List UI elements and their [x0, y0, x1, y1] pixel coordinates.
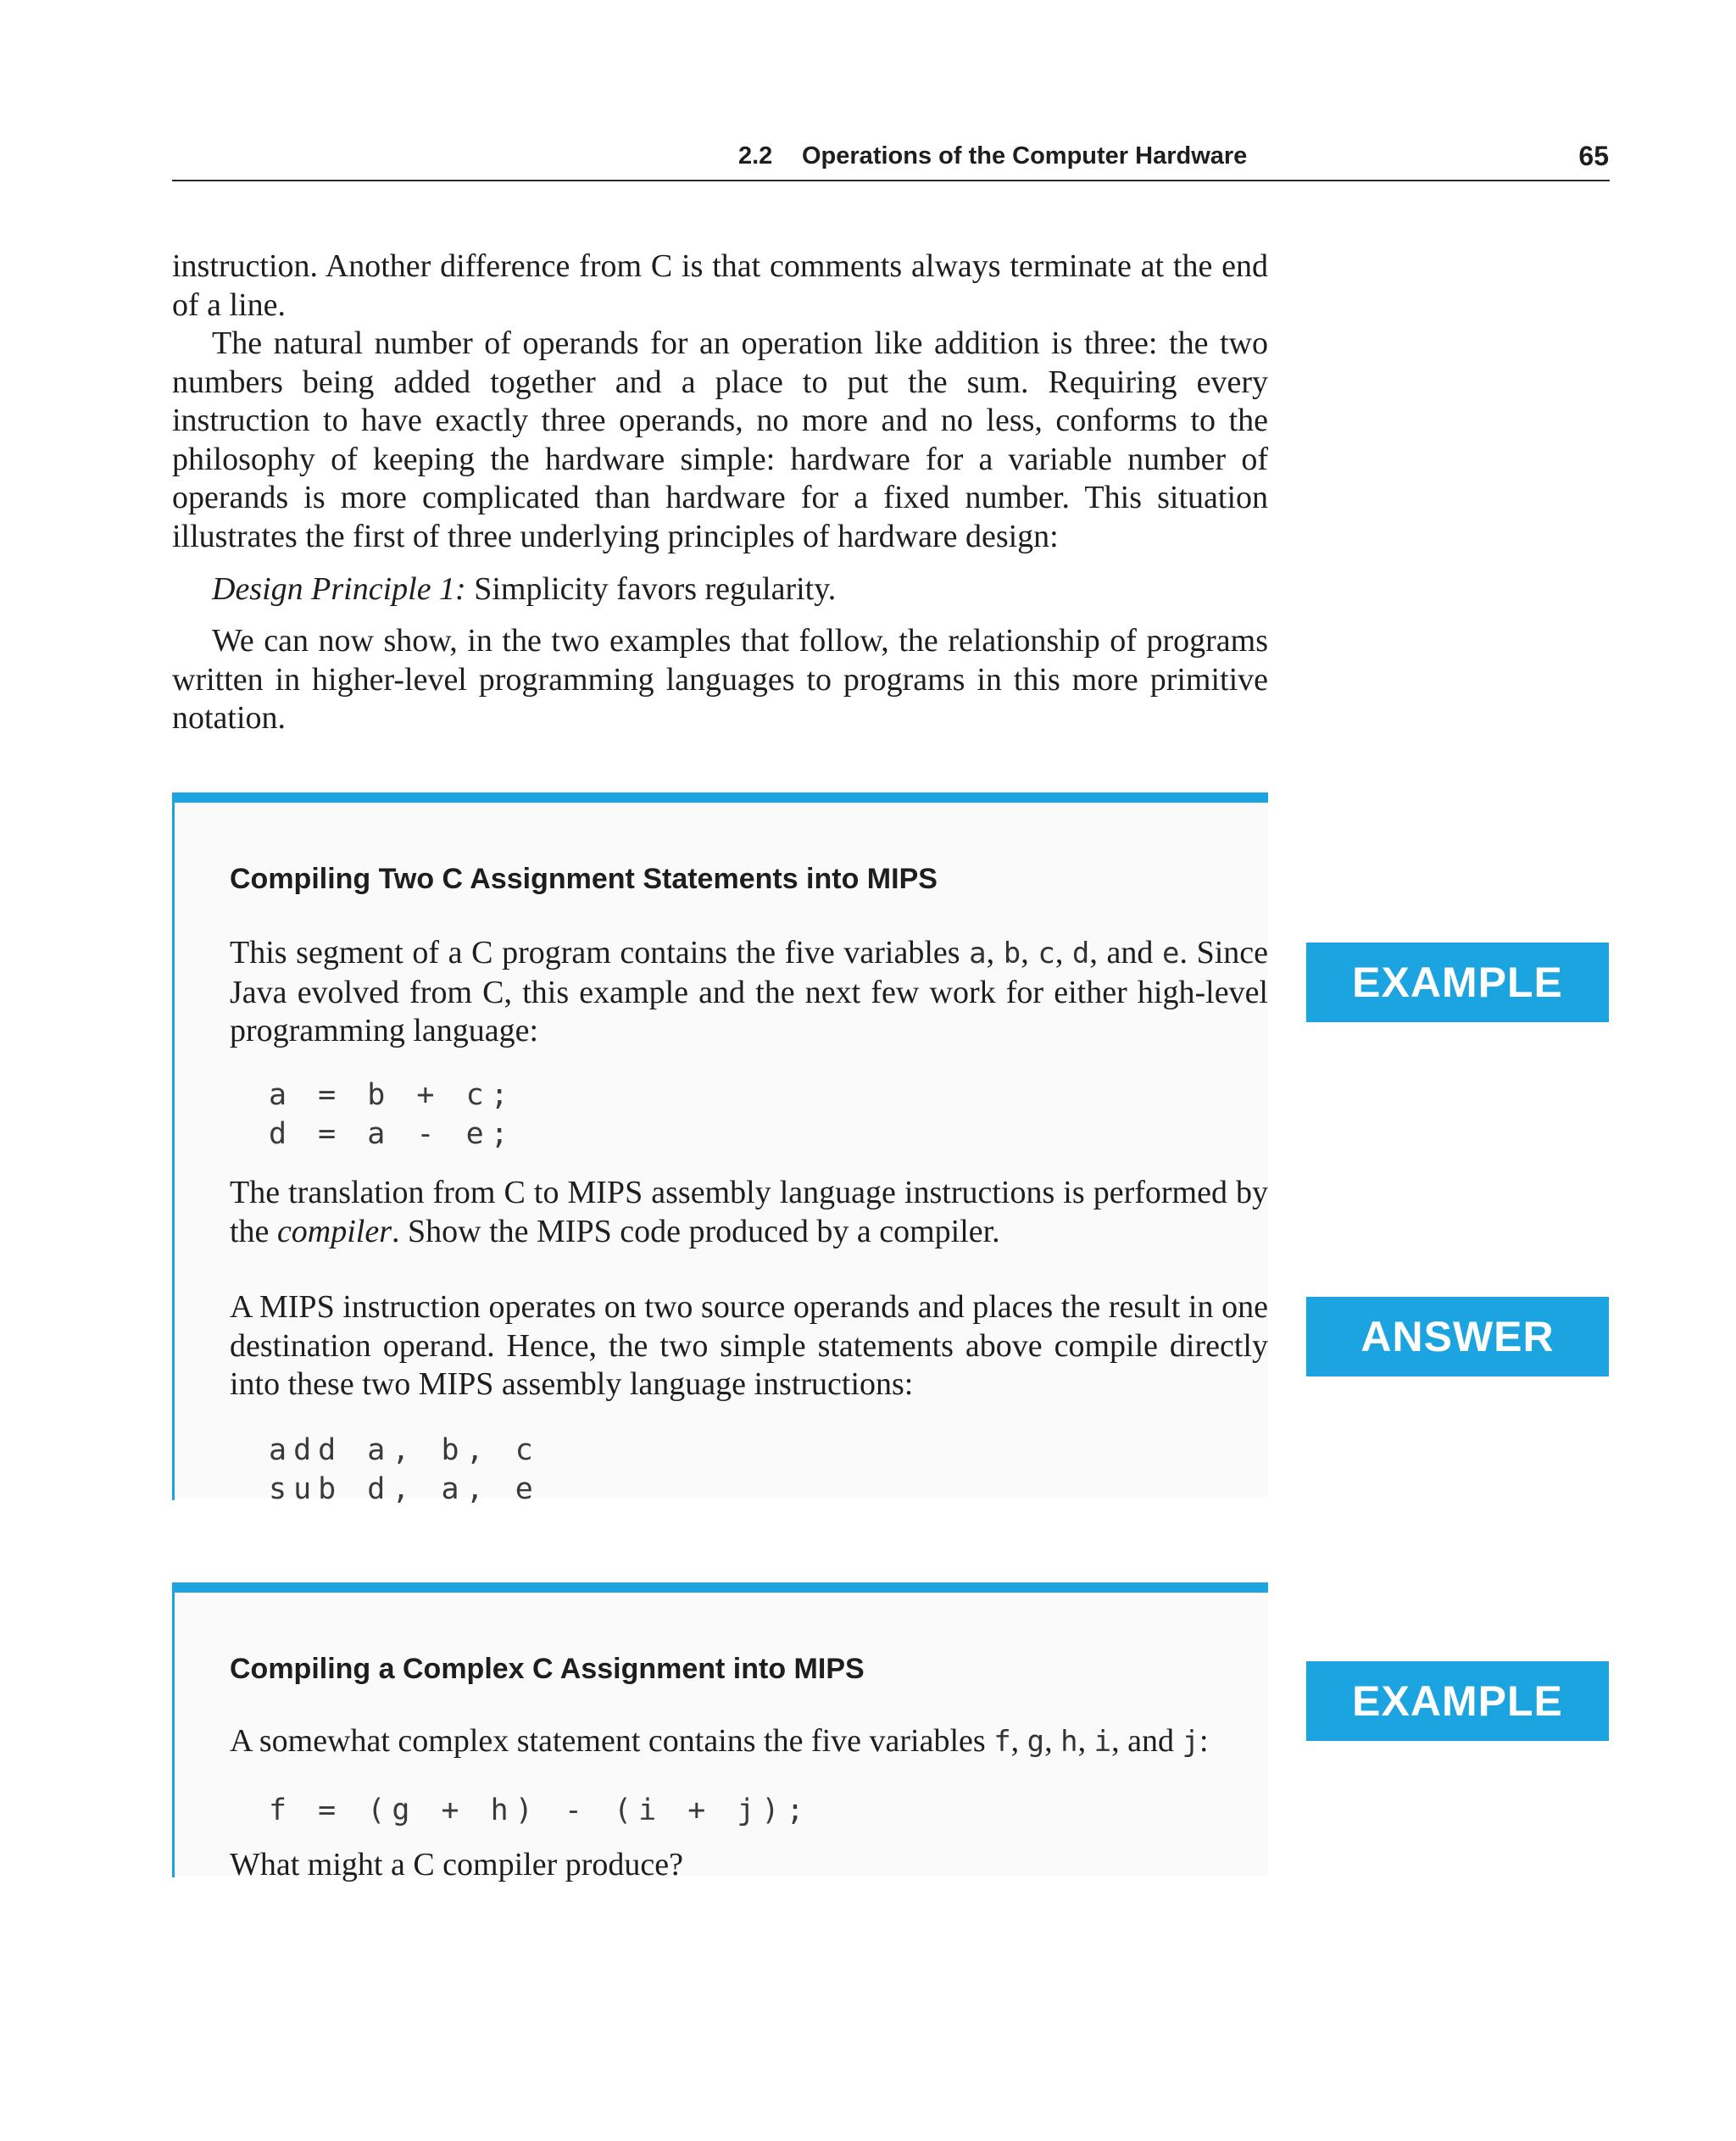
example-2-paragraph-1: A somewhat complex statement contains the five variables f, g, h, i, and j:: [230, 1723, 1209, 1759]
running-head-title: Operations of the Computer Hardware: [802, 142, 1248, 170]
design-principle: [172, 570, 1268, 609]
section-number: 2.2: [738, 142, 773, 170]
intro-paragraph-2: The natural number of operands for an operation like addition is three: the two numbers being added together and a place to put the sum. Requiring every instruction to have exactly three operands, no more and no less, conforms to the philosophy of keeping the hardware simple: hardware for a variable number of operands is more complicated than hardware for a fixed number. This situation illustrates the first of three underlying principles of hardware design:: [172, 325, 1268, 554]
variable-f: f: [993, 1725, 1011, 1759]
example-2-tag: EXAMPLE: [1306, 1661, 1609, 1741]
variable-g: g: [1027, 1725, 1045, 1759]
code-line: f = (g + h) - (i + j);: [269, 1793, 811, 1827]
example-1-heading: Compiling Two C Assignment Statements into MIPS: [230, 863, 938, 895]
variable-h: h: [1060, 1725, 1078, 1759]
example-2-question: What might a C compiler produce?: [230, 1847, 683, 1882]
code-line: add a, b, c: [269, 1433, 540, 1467]
code-line: a = b + c;: [269, 1078, 515, 1112]
variable-b: b: [1003, 937, 1021, 970]
intro-paragraph-3: We can now show, in the two examples that follow, the relationship of programs written in higher-level programming languages to programs in this more primitive notation.: [172, 623, 1268, 736]
compiler-term: compiler: [276, 1213, 392, 1249]
example-1-paragraph-2: The translation from C to MIPS assembly language instructions is performed by the compiler. Show the MIPS code produced by a compiler.: [230, 1175, 1268, 1249]
header-rule: [172, 180, 1610, 181]
example-1-tag: EXAMPLE: [1306, 943, 1609, 1022]
variable-a: a: [969, 937, 987, 970]
answer-tag: ANSWER: [1306, 1297, 1609, 1376]
variable-c: c: [1038, 937, 1055, 970]
variable-j: j: [1182, 1725, 1199, 1759]
design-principle-text: Simplicity favors regularity.: [474, 571, 837, 607]
example-2-heading: Compiling a Complex C Assignment into MIPS: [230, 1653, 865, 1685]
design-principle-label: Design Principle 1:: [212, 571, 466, 607]
example-2-top-bar: [172, 1582, 1268, 1593]
variable-e: e: [1161, 937, 1180, 970]
intro-paragraph-1: instruction. Another difference from C is that comments always terminate at the end of a line.: [172, 248, 1268, 323]
example-2-left-rule: [172, 1582, 175, 1877]
variable-d: d: [1071, 937, 1090, 970]
code-line: sub d, a, e: [269, 1472, 540, 1506]
code-line: d = a - e;: [269, 1117, 515, 1151]
answer-paragraph: A MIPS instruction operates on two source operands and places the result in one destination operand. Hence, the two simple statements above compile directly into these two MIPS assembly language instructions:: [230, 1289, 1268, 1402]
variable-i: i: [1093, 1725, 1112, 1759]
example-1-top-bar: [172, 792, 1268, 803]
example-1-paragraph-1: This segment of a C program contains the five variables a, b, c, d, and e. Since Java evolved from C, this example and the next few work for either high-level programming language:: [230, 935, 1268, 1048]
example-1-left-rule: [172, 792, 175, 1500]
page-number: 65: [1578, 141, 1609, 171]
